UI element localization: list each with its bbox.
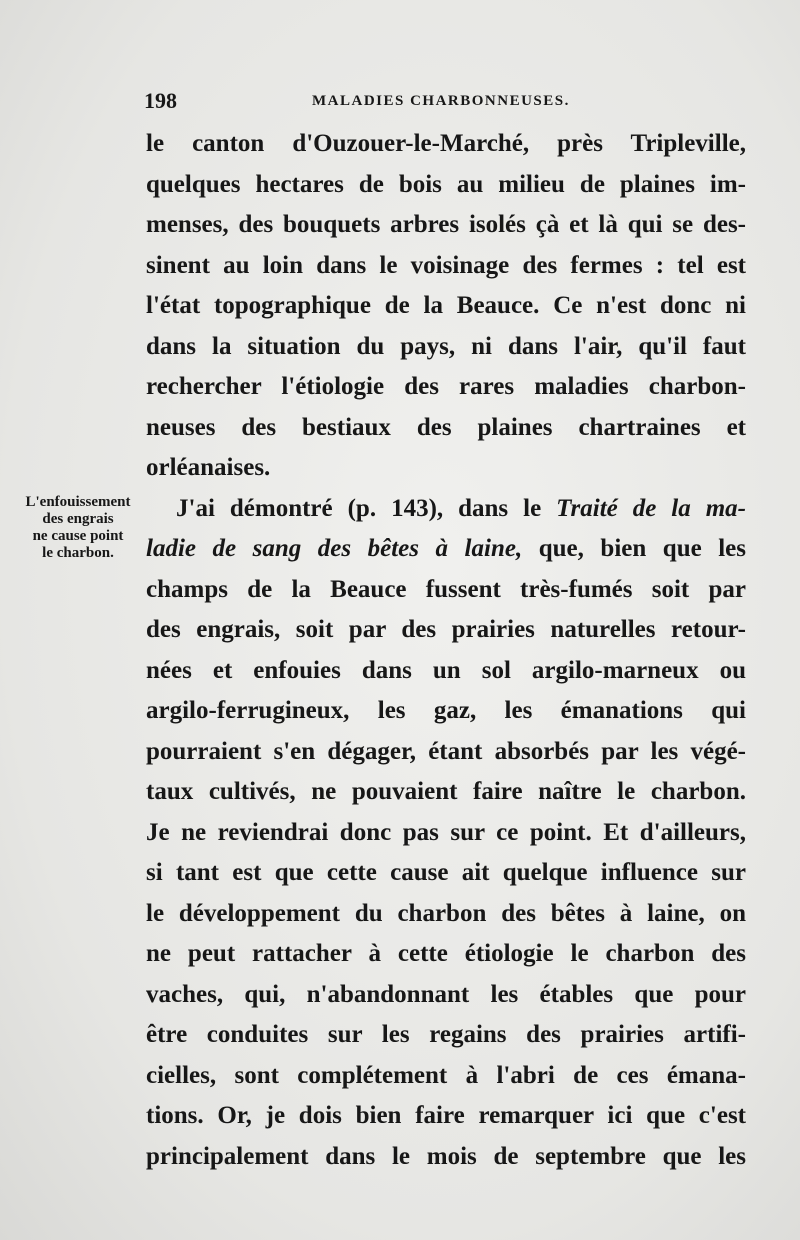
text-line: pourraient s'en dégager, étant absorbés par les végé- [146, 737, 746, 765]
text-line: être conduites sur les regains des prairies artifi- [146, 1021, 746, 1048]
text-line: ne peut rattacher à cette étiologie le charbon des [146, 940, 746, 967]
text-line: sinent au loin dans le voisinage des fermes : tel est [146, 251, 746, 279]
text-line: le développement du charbon des bêtes à laine, on [146, 899, 746, 927]
text-line: champs de la Beauce fussent très-fumés soit par [146, 575, 746, 603]
italic-title: Traité de la ma- [556, 494, 746, 522]
text-line: cielles, sont complétement à l'abri de ces émana- [146, 1061, 746, 1089]
text-line: taux cultivés, ne pouvaient faire naître le charbon. [146, 778, 746, 805]
text-line: le canton d'Ouzouer-le-Marché, près Tripleville, [146, 130, 746, 157]
text-line: orléanaises. [146, 454, 271, 481]
text-line: tions. Or, je dois bien faire remarquer ici que c'est [146, 1102, 746, 1129]
text-line: l'état topographique de la Beauce. Ce n'est donc ni [146, 292, 746, 319]
text-line: nées et enfouies dans un sol argilo-marneux ou [146, 656, 746, 684]
body-text [146, 124, 746, 1177]
text-segment: que, bien que les [538, 535, 746, 562]
text-line: Je ne reviendrai donc pas sur ce point. Et d'ailleurs, [146, 818, 746, 846]
text-line: des engrais, soit par des prairies naturelles retour- [146, 616, 746, 643]
text-line: vaches, qui, n'abandonnant les étables que pour [146, 980, 746, 1008]
margin-note-line: L'enfouissement [25, 494, 131, 510]
running-head: MALADIES CHARBONNEUSES. [312, 93, 570, 109]
page-number: 198 [144, 88, 177, 113]
text-line: si tant est que cette cause ait quelque influence sur [146, 859, 746, 886]
text-line: principalement dans le mois de septembre que les [146, 1142, 746, 1170]
text-line [146, 529, 746, 570]
text-line: neuses des bestiaux des plaines chartraines et [146, 413, 746, 441]
italic-title: ladie de sang des bêtes à laine, [146, 535, 523, 562]
margin-note-line: ne cause point [32, 528, 124, 544]
text-line: rechercher l'étiologie des rares maladies charbon- [146, 373, 746, 400]
text-line: menses, des bouquets arbres isolés çà et là qui se des- [146, 211, 746, 238]
text-line: quelques hectares de bois au milieu de plaines im- [146, 170, 746, 198]
text-line: dans la situation du pays, ni dans l'air, qu'il faut [146, 332, 746, 360]
margin-note-line: des engrais [42, 511, 114, 527]
text-line [146, 489, 746, 530]
text-line: argilo-ferrugineux, les gaz, les émanations qui [146, 697, 746, 724]
text-segment: J'ai démontré (p. 143), dans le [176, 494, 542, 522]
margin-note-line: le charbon. [42, 545, 114, 561]
page-header [144, 88, 744, 114]
margin-note [4, 494, 152, 562]
